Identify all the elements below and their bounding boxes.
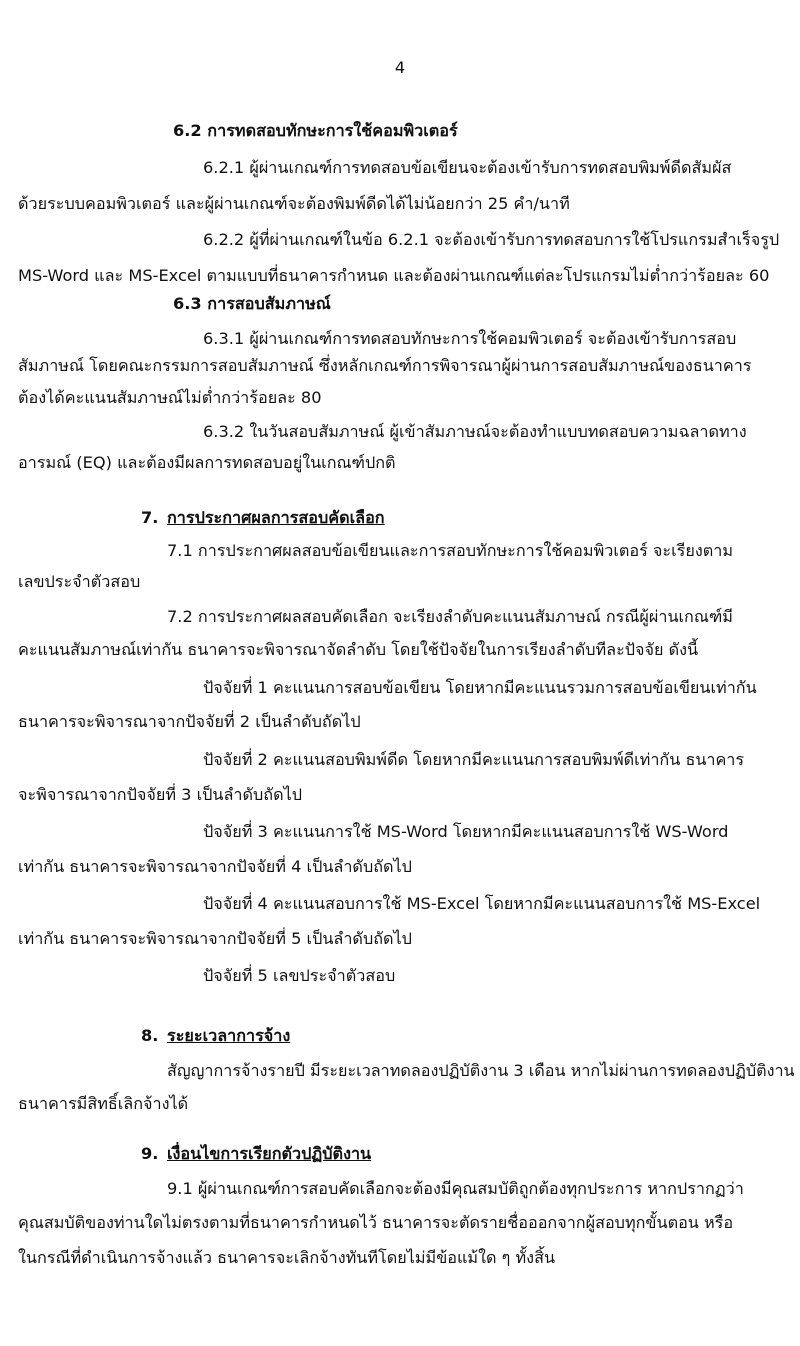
paragraph-line: ด้วยระบบคอมพิวเตอร์ และผู้ผ่านเกณฑ์จะต้องพิมพ์ดีดได้ไม่น้อยกว่า 25 คำ/นาที	[18, 194, 570, 213]
paragraph-line: อารมณ์ (EQ) และต้องมีผลการทดสอบอยู่ในเกณฑ์ปกติ	[18, 453, 396, 472]
heading-6-3: 6.3 การสอบสัมภาษณ์	[173, 294, 331, 313]
section-7-number: 7.	[141, 508, 159, 527]
paragraph-line: จะพิจารณาจากปัจจัยที่ 3 เป็นลำดับถัดไป	[18, 785, 302, 804]
paragraph-line: 9.1 ผู้ผ่านเกณฑ์การสอบคัดเลือกจะต้องมีคุณสมบัติถูกต้องทุกประการ หากปรากฏว่า	[167, 1179, 744, 1198]
factor-1: ปัจจัยที่ 1 คะแนนการสอบข้อเขียน โดยหากมีคะแนนรวมการสอบข้อเขียนเท่ากัน	[203, 678, 757, 697]
section-8-heading: ระยะเวลาการจ้าง	[167, 1026, 291, 1045]
factor-4: ปัจจัยที่ 4 คะแนนสอบการใช้ MS-Excel โดยหากมีคะแนนสอบการใช้ MS-Excel	[203, 894, 761, 913]
section-9-number: 9.	[141, 1144, 159, 1163]
factor-5: ปัจจัยที่ 5 เลขประจำตัวสอบ	[203, 966, 396, 985]
heading-6-2: 6.2 การทดสอบทักษะการใช้คอมพิวเตอร์	[173, 121, 458, 140]
paragraph-line: คุณสมบัติของท่านใดไม่ตรงตามที่ธนาคารกำหนดไว้ ธนาคารจะตัดรายชื่อออกจากผู้สอบทุกขั้นตอน หรือ	[18, 1213, 734, 1232]
paragraph-line: สัมภาษณ์ โดยคณะกรรมการสอบสัมภาษณ์ ซึ่งหลักเกณฑ์การพิจารณาผู้ผ่านการสอบสัมภาษณ์ของธนาคาร	[18, 356, 752, 375]
section-9-heading: เงื่อนไขการเรียกตัวปฏิบัติงาน	[167, 1144, 372, 1163]
factor-2: ปัจจัยที่ 2 คะแนนสอบพิมพ์ดีด โดยหากมีคะแนนการสอบพิมพ์ดีเท่ากัน ธนาคาร	[203, 750, 745, 769]
paragraph-line: ธนาคารมีสิทธิ์เลิกจ้างได้	[18, 1094, 189, 1113]
paragraph-line: คะแนนสัมภาษณ์เท่ากัน ธนาคารจะพิจารณาจัดลำดับ โดยใช้ปัจจัยในการเรียงลำดับทีละปัจจัย ดังนี้	[18, 640, 699, 659]
paragraph-line: สัญญาการจ้างรายปี มีระยะเวลาทดลองปฏิบัติงาน 3 เดือน หากไม่ผ่านการทดลองปฏิบัติงาน	[167, 1061, 795, 1080]
paragraph-line: 7.1 การประกาศผลสอบข้อเขียนและการสอบทักษะการใช้คอมพิวเตอร์ จะเรียงตาม	[167, 541, 734, 560]
paragraph-line: ในกรณีที่ดำเนินการจ้างแล้ว ธนาคารจะเลิกจ้างทันทีโดยไม่มีข้อแม้ใด ๆ ทั้งสิ้น	[18, 1248, 556, 1267]
section-8-number: 8.	[141, 1026, 159, 1045]
paragraph-line: เท่ากัน ธนาคารจะพิจารณาจากปัจจัยที่ 4 เป็นลำดับถัดไป	[18, 857, 412, 876]
paragraph-line: เลขประจำตัวสอบ	[18, 572, 141, 591]
paragraph-line: 6.3.1 ผู้ผ่านเกณฑ์การทดสอบทักษะการใช้คอมพิวเตอร์ จะต้องเข้ารับการสอบ	[203, 329, 737, 348]
paragraph-line: MS-Word และ MS-Excel ตามแบบที่ธนาคารกำหนด และต้องผ่านเกณฑ์แต่ละโปรแกรมไม่ต่ำกว่าร้อยละ 60	[18, 266, 770, 285]
paragraph-line: ธนาคารจะพิจารณาจากปัจจัยที่ 2 เป็นลำดับถัดไป	[18, 712, 361, 731]
paragraph-line: เท่ากัน ธนาคารจะพิจารณาจากปัจจัยที่ 5 เป็นลำดับถัดไป	[18, 929, 412, 948]
paragraph-line: 7.2 การประกาศผลสอบคัดเลือก จะเรียงลำดับคะแนนสัมภาษณ์ กรณีผู้ผ่านเกณฑ์มี	[167, 607, 733, 626]
paragraph-line: 6.2.1 ผู้ผ่านเกณฑ์การทดสอบข้อเขียนจะต้องเข้ารับการทดสอบพิมพ์ดีดสัมผัส	[203, 158, 732, 177]
factor-3: ปัจจัยที่ 3 คะแนนการใช้ MS-Word โดยหากมีคะแนนสอบการใช้ WS-Word	[203, 822, 729, 841]
page-number: 4	[394, 58, 406, 77]
paragraph-line: 6.2.2 ผู้ที่ผ่านเกณฑ์ในข้อ 6.2.1 จะต้องเข้ารับการทดสอบการใช้โปรแกรมสำเร็จรูป	[203, 230, 780, 249]
paragraph-line: 6.3.2 ในวันสอบสัมภาษณ์ ผู้เข้าสัมภาษณ์จะต้องทำแบบทดสอบความฉลาดทาง	[203, 422, 747, 441]
paragraph-line: ต้องได้คะแนนสัมภาษณ์ไม่ต่ำกว่าร้อยละ 80	[18, 388, 322, 407]
section-7-heading: การประกาศผลการสอบคัดเลือก	[167, 508, 385, 527]
